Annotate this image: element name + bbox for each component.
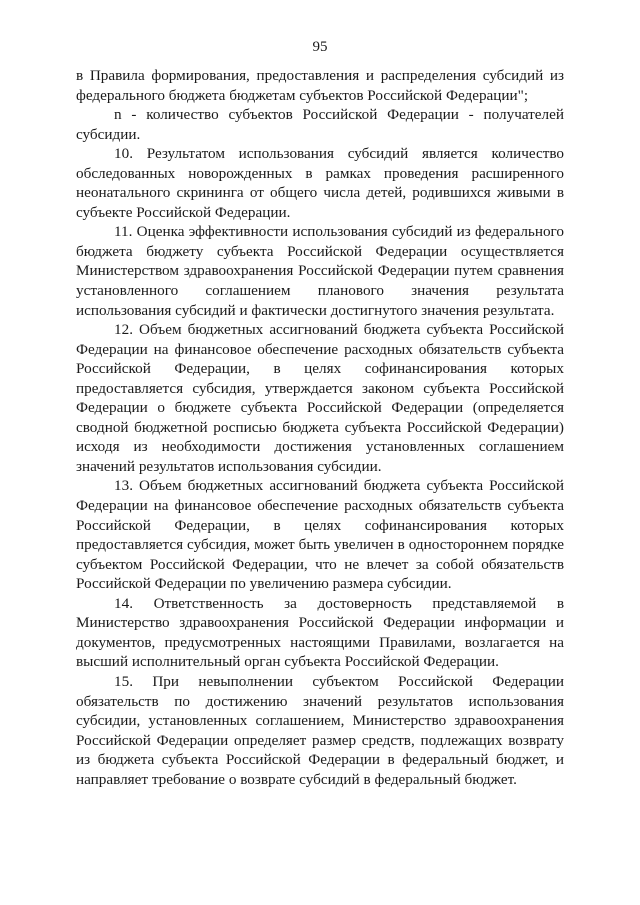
paragraph-n-definition: n - количество субъектов Российской Федерации - получателей субсидии.	[76, 106, 564, 143]
document-body	[76, 66, 564, 789]
paragraph-13: 13. Объем бюджетных ассигнований бюджета субъекта Российской Федерации на финансовое обеспечение расходных обязательств субъекта Российской Федерации, в целях софинансирования которых предоставляется субсидия, может быть увеличен в одностороннем порядке субъектом Российской Федерации, что не влечет за собой обязательств Российской Федерации по увеличению размера субсидии.	[76, 477, 564, 593]
page-number: 95	[312, 39, 328, 55]
paragraph-12: 12. Объем бюджетных ассигнований бюджета субъекта Российской Федерации на финансовое обеспечение расходных обязательств субъекта Российской Федерации, в целях софинансирования которых предоставляется субсидия, утверждается законом субъекта Российской Федерации о бюджете субъекта Российской Федерации (определяется сводной бюджетной росписью бюджета субъекта Российской Федерации) исходя из необходимости достижения установленных соглашением значений результатов использования субсидии.	[76, 321, 564, 475]
paragraph-continuation: в Правила формирования, предоставления и распределения субсидий из федерального бюджета бюджетам субъектов Российской Федерации";	[76, 67, 564, 104]
paragraph-14: 14. Ответственность за достоверность представляемой в Министерство здравоохранения Российской Федерации информации и документов, предусмотренных настоящими Правилами, возлагается на высший исполнительный орган субъекта Российской Федерации.	[76, 594, 564, 671]
paragraph-15: 15. При невыполнении субъектом Российской Федерации обязательств по достижению значений результатов использования субсидии, установленных соглашением, Министерство здравоохранения Российской Федерации определяет размер средств, подлежащих возврату из бюджета субъекта Российской Федерации в федеральный бюджет, и направляет требование о возврате субсидий в федеральный бюджет.	[76, 672, 564, 788]
paragraph-10: 10. Результатом использования субсидий является количество обследованных новорожденных в рамках проведения расширенного неонатального скрининга от общего числа детей, родившихся живыми в субъекте Российской Федерации.	[76, 145, 564, 221]
paragraph-11: 11. Оценка эффективности использования субсидий из федерального бюджета бюджету субъекта Российской Федерации осуществляется Министерством здравоохранения Российской Федерации путем сравнения установленного соглашением планового значения результата использования субсидий и фактически достигнутого значения результата.	[76, 223, 564, 319]
